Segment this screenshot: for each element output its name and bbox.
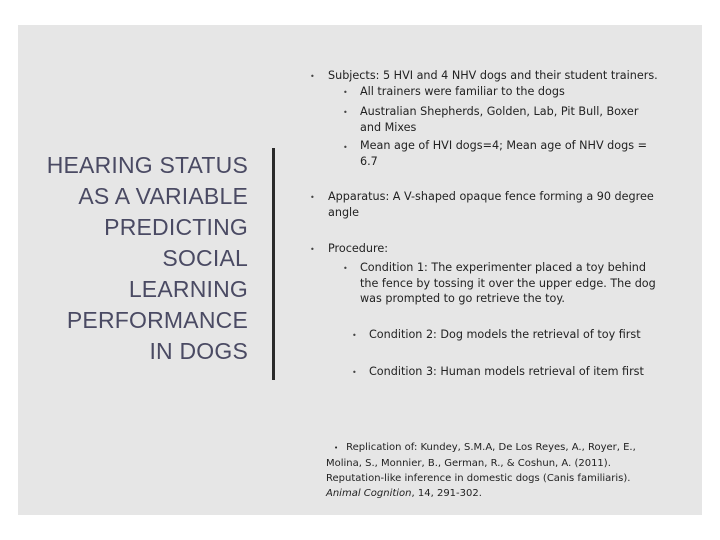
condition-3-text: Condition 3: Human models retrieval of item first — [369, 365, 644, 378]
subjects-sub-2: Australian Shepherds, Golden, Lab, Pit Bull, Boxer and Mixes — [360, 105, 639, 134]
apparatus-text: Apparatus: A V-shaped opaque fence forming a 90 degree angle — [328, 190, 654, 219]
condition-1-text: Condition 1: The experimenter placed a toy behind the fence by tossing it over the upper edge. The dog was prompted to go retrieve the toy. — [360, 261, 656, 305]
title-divider — [272, 148, 275, 380]
bullet-procedure: • — [310, 245, 315, 254]
bullet-condition-2: • — [352, 331, 357, 340]
condition-2-text: Condition 2: Dog models the retrieval of toy first — [369, 328, 641, 341]
reference-citation — [326, 440, 646, 501]
reference-details: , 14, 291-302. — [411, 488, 482, 499]
reference-journal: Animal Cognition — [326, 488, 412, 499]
bullet-sub-1: • — [343, 88, 348, 97]
slide-title: HEARING STATUS AS A VARIABLE PREDICTING SOCIAL LEARNING PERFORMANCE IN DOGS — [46, 152, 248, 364]
reference-text: Replication of: Kundey, S.M.A, De Los Reyes, A., Royer, E., Molina, S., Monnier, B., German, R., & Coshun, A. (2011). Reputation-like inference in domestic dogs (Canis familiaris). — [326, 442, 636, 484]
bullet-reference: • — [334, 444, 339, 452]
bullet-sub-2: • — [343, 108, 348, 117]
bullet-subjects: • — [310, 72, 315, 81]
subjects-text: Subjects: 5 HVI and 4 NHV dogs and their student trainers. — [328, 69, 658, 82]
subjects-sub-1: All trainers were familiar to the dogs — [360, 85, 565, 98]
bullet-condition-3: • — [352, 368, 357, 377]
procedure-text: Procedure: — [328, 242, 388, 255]
bullet-condition-1: • — [343, 264, 348, 273]
subjects-sub-3: Mean age of HVI dogs=4; Mean age of NHV dogs = 6.7 — [360, 139, 647, 168]
bullet-apparatus: • — [310, 193, 315, 202]
bullet-sub-3: • — [343, 143, 348, 152]
